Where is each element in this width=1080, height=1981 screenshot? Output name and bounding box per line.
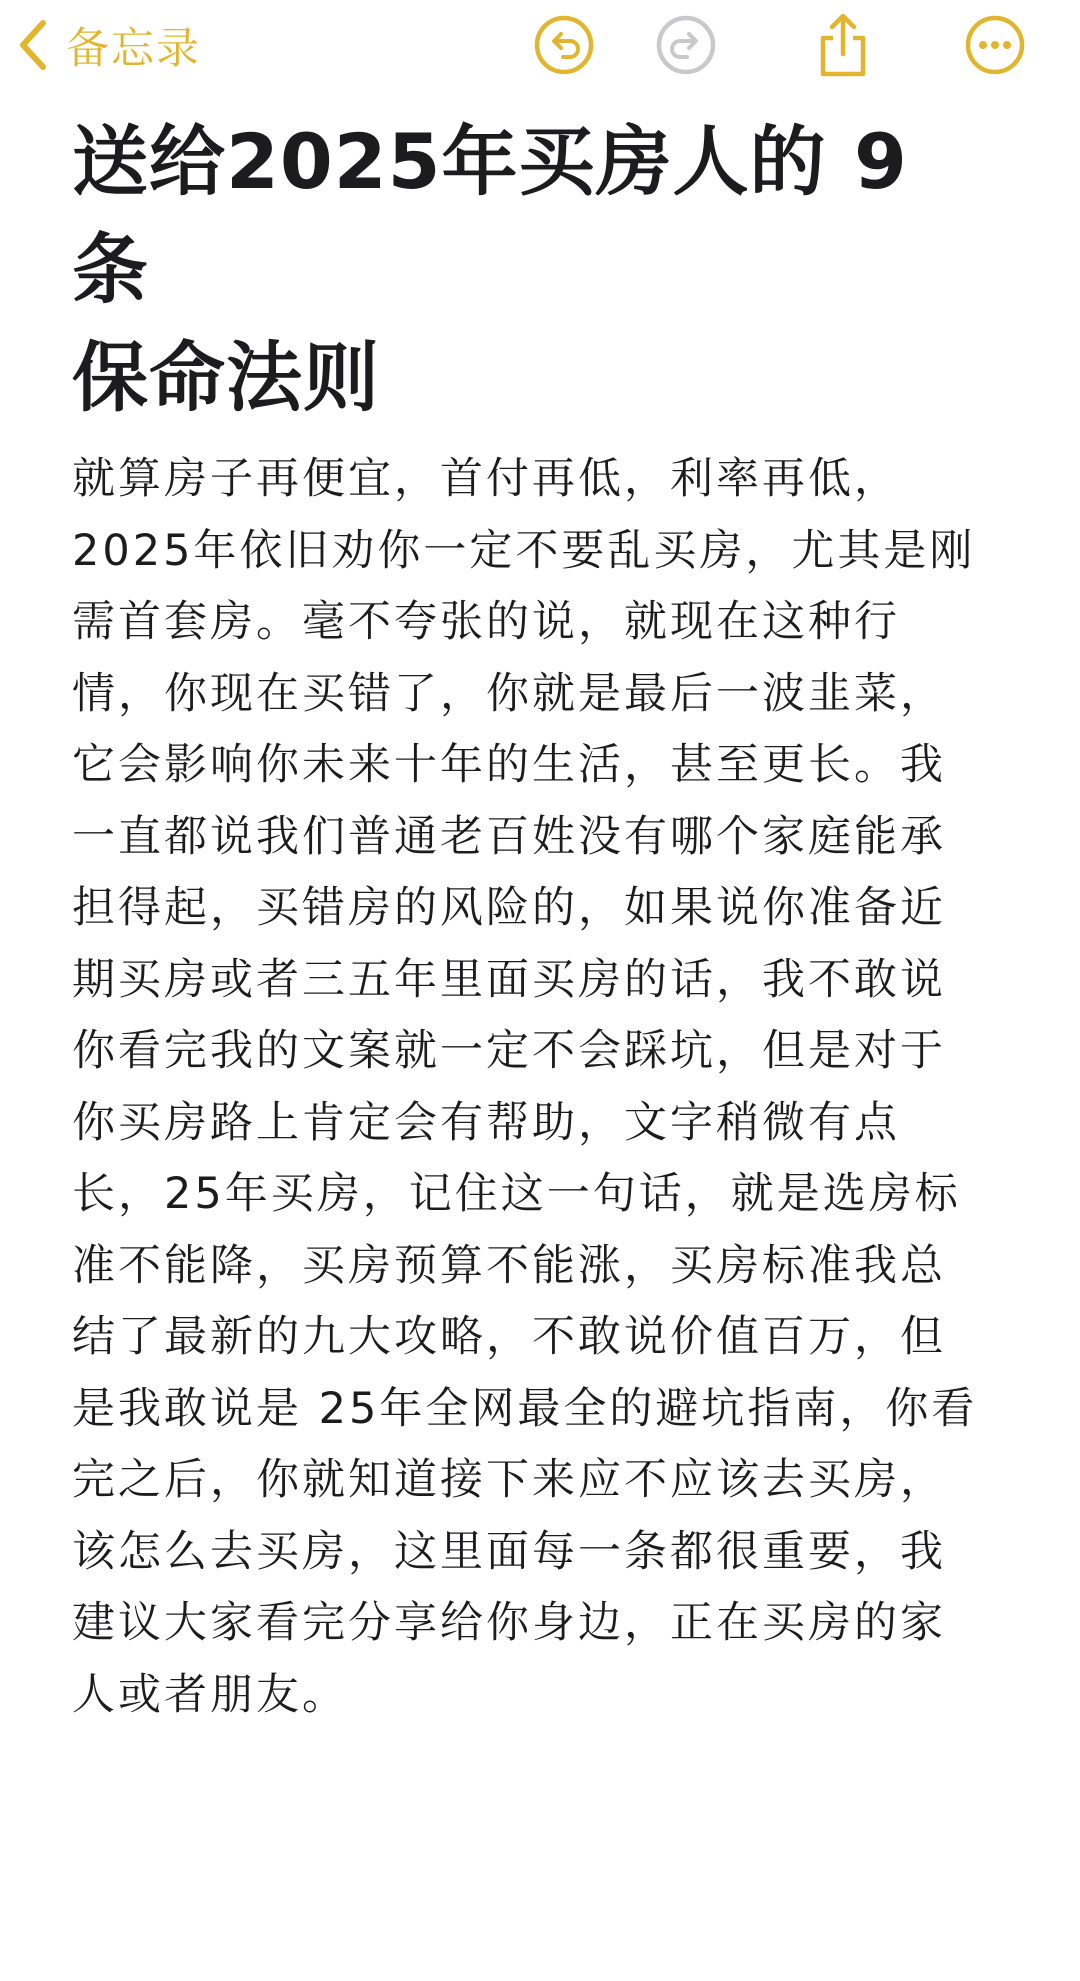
body-line: 你看完我的文案就一定不会踩坑，但是对于 [72,1026,946,1076]
body-line: 一直都说我们普通老百姓没有哪个家庭能承 [72,811,946,862]
body-line: 情，你现在买错了，你就是最后一波韭菜， [72,668,946,719]
more-icon [964,14,1026,76]
body-line: 完之后，你就知道接下来应不应该去买房， [72,1455,946,1505]
body-line: 该怎么去买房，这里面每一条都很重要，我 [72,1526,946,1577]
undo-button[interactable] [531,12,597,78]
note-title [72,108,1012,432]
note-body [72,444,1012,1731]
redo-icon [655,14,717,76]
body-line: 需首套房。毫不夸张的说，就现在这种行 [72,597,900,647]
body-line: 担得起，买错房的风险的，如果说你准备近 [72,883,946,933]
body-line: 准不能降，买房预算不能涨，买房标准我总 [72,1240,946,1291]
body-line: 就算房子再便宜，首付再低，利率再低， [72,454,900,504]
body-line: 结了最新的九大攻略，不敢说价值百万，但 [72,1312,946,1362]
redo-button[interactable] [653,12,719,78]
body-line: 期买房或者三五年里面买房的话，我不敢说 [72,954,946,1005]
note-content[interactable] [72,108,1012,1731]
body-line: 建议大家看完分享给你身边，正在买房的家 [72,1598,946,1648]
navigation-bar [0,0,1080,100]
body-line: 长，25年买房，记住这一句话，就是选房标 [72,1169,961,1219]
body-line: 是我敢说是 25年全网最全的避坑指南，你看 [72,1383,978,1434]
share-icon [815,12,871,78]
chevron-left-icon [18,19,48,71]
more-button[interactable] [962,12,1028,78]
back-button[interactable] [18,10,201,80]
title-line: 送给2025年买房人的 9 条 [72,117,908,314]
share-button[interactable] [810,12,876,78]
back-label: 备忘录 [66,23,201,74]
body-line: 它会影响你未来十年的生活，甚至更长。我 [72,740,946,790]
body-line: 2025年依旧劝你一定不要乱买房，尤其是刚 [72,525,976,576]
undo-icon [533,14,595,76]
title-line: 保命法则 [72,333,380,422]
body-line: 人或者朋友。 [72,1669,348,1720]
body-line: 你买房路上肯定会有帮助，文字稍微有点 [72,1097,900,1148]
